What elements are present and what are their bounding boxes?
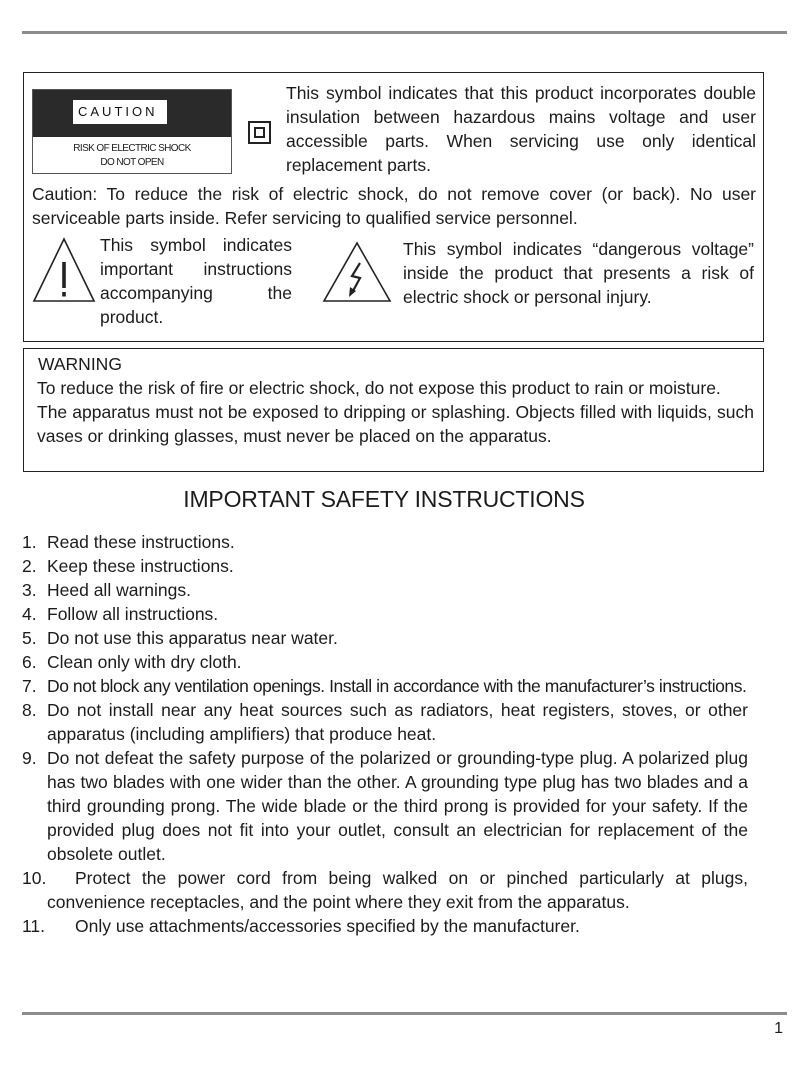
instruction-number: 1. xyxy=(22,532,37,552)
caution-label-line1: RISK OF ELECTRIC SHOCK xyxy=(73,143,191,154)
instruction-text: Protect the power cord from being walked on or pinched particularly at plugs, convenience receptacles, and the point where they exit from the apparatus. xyxy=(47,868,748,912)
instruction-item xyxy=(22,554,748,578)
double-insulation-icon xyxy=(248,121,271,144)
instruction-text: Read these instructions. xyxy=(47,532,235,552)
warning-paragraph: To reduce the risk of fire or electric shock, do not expose this product to rain or moisture. xyxy=(37,378,721,398)
instruction-number: 2. xyxy=(22,556,37,576)
caution-label-line2: DO NOT OPEN xyxy=(100,157,164,168)
instruction-number: 3. xyxy=(22,580,37,600)
warning-paragraph: The apparatus must not be exposed to dripping or splashing. Objects filled with liquids, such vases or drinking glasses, must never be placed on the apparatus. xyxy=(37,402,754,446)
instruction-item xyxy=(22,698,748,746)
warning-box xyxy=(23,348,764,472)
instruction-item xyxy=(22,674,748,698)
instruction-text: Do not install near any heat sources such as radiators, heat registers, stoves, or other apparatus (including amplifiers) that produce heat. xyxy=(47,700,748,744)
instruction-item xyxy=(22,650,748,674)
caution-label-title: CAUTION xyxy=(73,100,167,124)
instruction-item xyxy=(22,626,748,650)
caution-label xyxy=(32,89,232,174)
caution-text: Caution: To reduce the risk of electric shock, do not remove cover (or back). No user serviceable parts inside. Refer servicing to qualified service personnel. xyxy=(32,184,756,228)
bottom-rule xyxy=(22,1012,787,1015)
instruction-item xyxy=(22,530,748,554)
instruction-text: Do not use this apparatus near water. xyxy=(47,628,338,648)
instruction-number: 9. xyxy=(22,748,37,768)
exclamation-symbol-text: This symbol indicates important instructions accompanying the product. xyxy=(100,235,292,327)
double-insulation-text: This symbol indicates that this product incorporates double insulation between hazardous mains voltage and user accessible parts. When servicing use only identical replacement parts. xyxy=(286,83,756,175)
instruction-number: 8. xyxy=(22,700,37,720)
lightning-symbol-text: This symbol indicates “dangerous voltage” inside the product that presents a risk of electric shock or personal injury. xyxy=(403,239,754,307)
instruction-text: Keep these instructions. xyxy=(47,556,234,576)
instruction-text: Clean only with dry cloth. xyxy=(47,652,242,672)
instruction-text: Do not block any ventilation openings. Install in accordance with the manufacturer’s instructions. xyxy=(47,676,747,696)
section-title: IMPORTANT SAFETY INSTRUCTIONS xyxy=(183,486,585,512)
exclamation-warning-icon xyxy=(31,235,97,305)
top-rule xyxy=(22,31,787,34)
safety-instructions-list xyxy=(22,530,748,938)
instruction-number: 5. xyxy=(22,628,37,648)
instruction-item xyxy=(22,746,748,866)
instruction-text: Follow all instructions. xyxy=(47,604,219,624)
instruction-number: 11. xyxy=(22,916,46,936)
caution-box xyxy=(23,72,764,342)
instruction-text: Only use attachments/accessories specified by the manufacturer. xyxy=(75,916,580,936)
instruction-number: 6. xyxy=(22,652,37,672)
instruction-number: 4. xyxy=(22,604,37,624)
instruction-item xyxy=(22,578,748,602)
instruction-text: Heed all warnings. xyxy=(47,580,191,600)
instruction-number: 7. xyxy=(22,676,37,696)
warning-body xyxy=(37,376,754,448)
instruction-text: Do not defeat the safety purpose of the polarized or grounding-type plug. A polarized plug has two blades with one wider than the other. A grounding type plug has two blades and a third grounding prong. The wide blade or the third prong is provided for your safety. If the provided plug does not fit into your outlet, consult an electrician for replacement of the obsolete outlet. xyxy=(47,748,748,864)
warning-heading: WARNING xyxy=(38,354,122,374)
instruction-item xyxy=(22,602,748,626)
caution-label-band xyxy=(33,90,231,137)
instruction-item xyxy=(22,914,748,938)
lightning-bolt-warning-icon xyxy=(322,241,392,303)
caution-label-subtext xyxy=(33,137,231,171)
instruction-number: 10. xyxy=(22,868,47,888)
page-number: 1 xyxy=(774,1020,783,1037)
instruction-item xyxy=(22,866,748,914)
